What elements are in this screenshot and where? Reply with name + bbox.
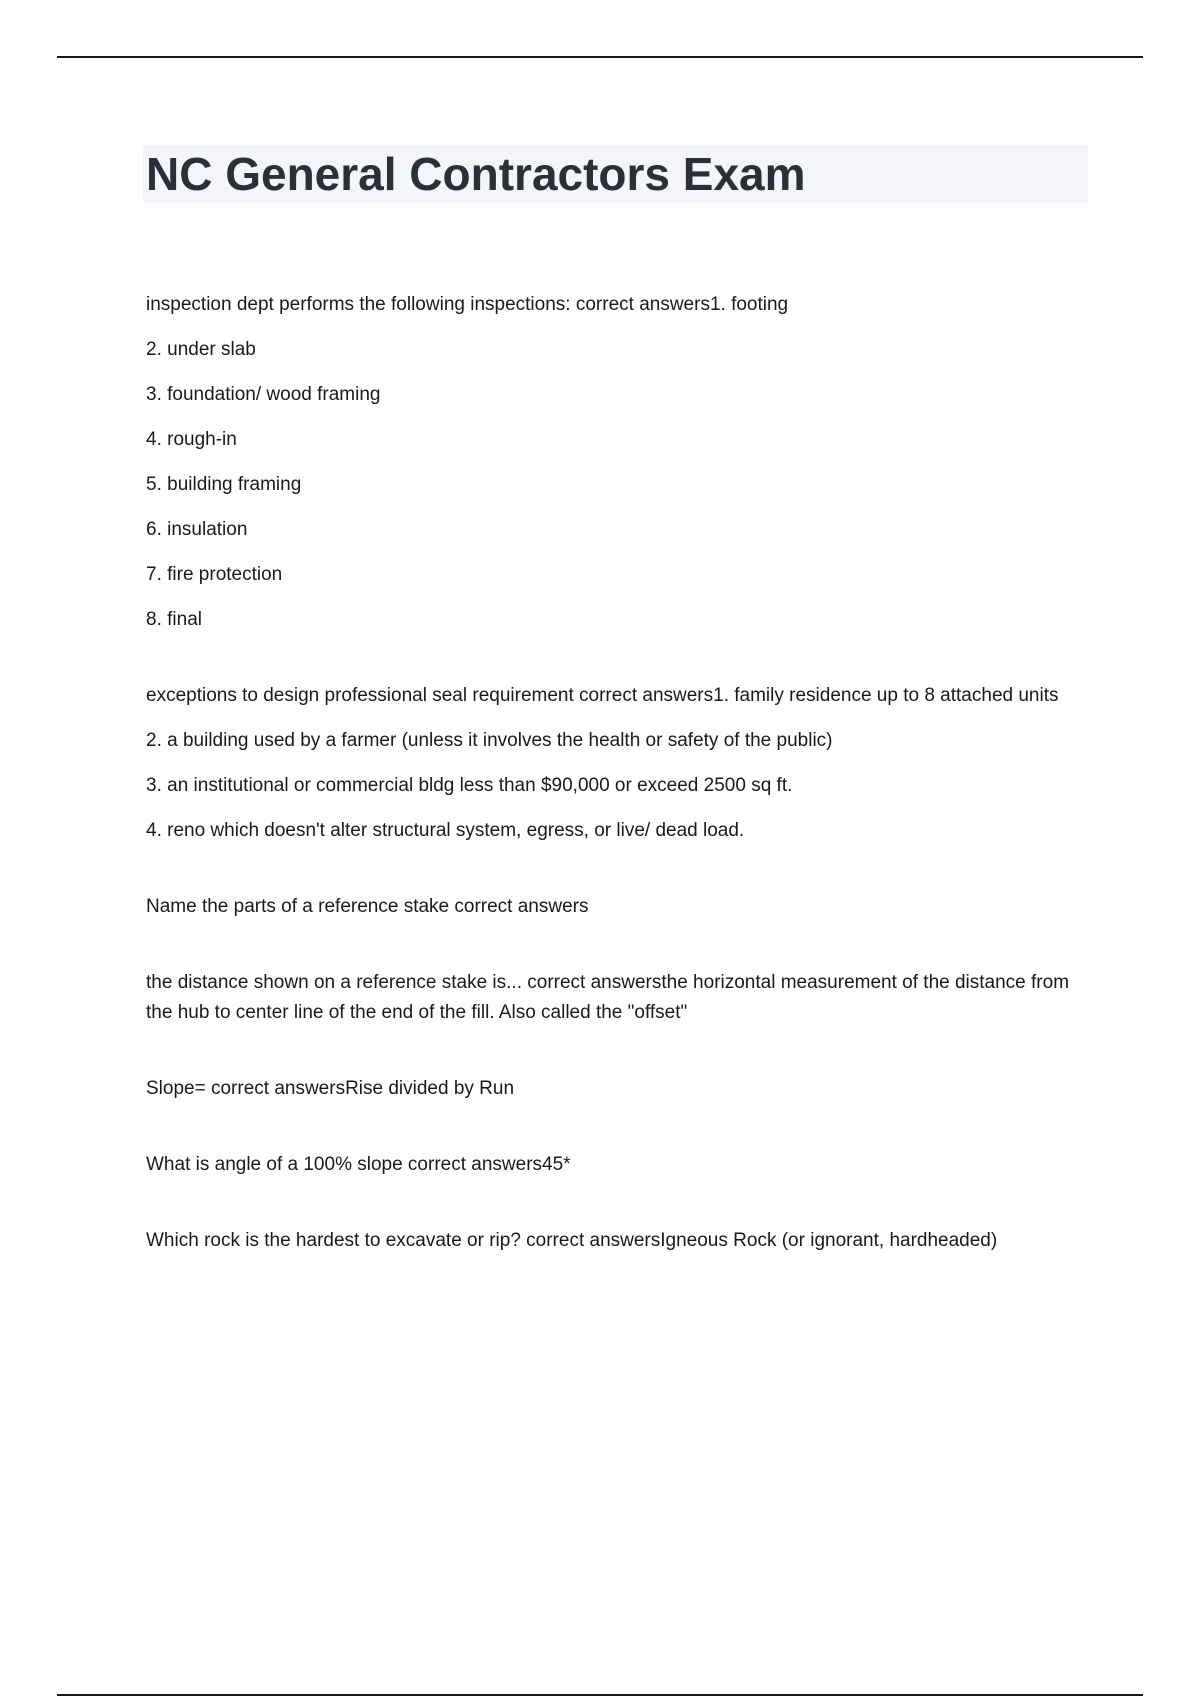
qa-text-line: 7. fire protection xyxy=(146,564,283,585)
document-body xyxy=(146,290,1091,1302)
qa-text-line: 4. rough-in xyxy=(146,429,237,450)
qa-text-line: exceptions to design professional seal requirement correct answers1. family residence up to 8 attached units xyxy=(146,685,1059,706)
qa-item xyxy=(146,290,1091,635)
qa-text-line: the distance shown on a reference stake is... correct answersthe horizontal measurement of the distance from the hub to center line of the end of the fill. Also called the "offset" xyxy=(146,972,1070,1023)
qa-text-line: 4. reno which doesn't alter structural system, egress, or live/ dead load. xyxy=(146,820,745,841)
qa-text-line: What is angle of a 100% slope correct answers45* xyxy=(146,1154,571,1175)
qa-text-line: inspection dept performs the following inspections: correct answers1. footing xyxy=(146,294,789,315)
qa-item xyxy=(146,1150,1091,1180)
qa-item xyxy=(146,1074,1091,1104)
top-divider xyxy=(57,56,1143,58)
page-title: NC General Contractors Exam xyxy=(146,148,806,200)
qa-text-line: 2. under slab xyxy=(146,339,256,360)
qa-text-line: 2. a building used by a farmer (unless it involves the health or safety of the public) xyxy=(146,730,833,751)
qa-item xyxy=(146,681,1091,846)
qa-text-line: Name the parts of a reference stake correct answers xyxy=(146,896,589,917)
qa-text-line: Slope= correct answersRise divided by Run xyxy=(146,1078,515,1099)
qa-item xyxy=(146,968,1091,1028)
qa-text-line: 8. final xyxy=(146,609,202,630)
qa-item xyxy=(146,892,1091,922)
qa-text-line: 5. building framing xyxy=(146,474,302,495)
qa-text-line: 3. foundation/ wood framing xyxy=(146,384,381,405)
bottom-divider xyxy=(57,1694,1143,1696)
qa-text-line: 3. an institutional or commercial bldg less than $90,000 or exceed 2500 sq ft. xyxy=(146,775,793,796)
qa-text-line: 6. insulation xyxy=(146,519,248,540)
qa-text-line: Which rock is the hardest to excavate or rip? correct answersIgneous Rock (or ignorant, hardheaded) xyxy=(146,1230,998,1251)
qa-item xyxy=(146,1226,1091,1256)
